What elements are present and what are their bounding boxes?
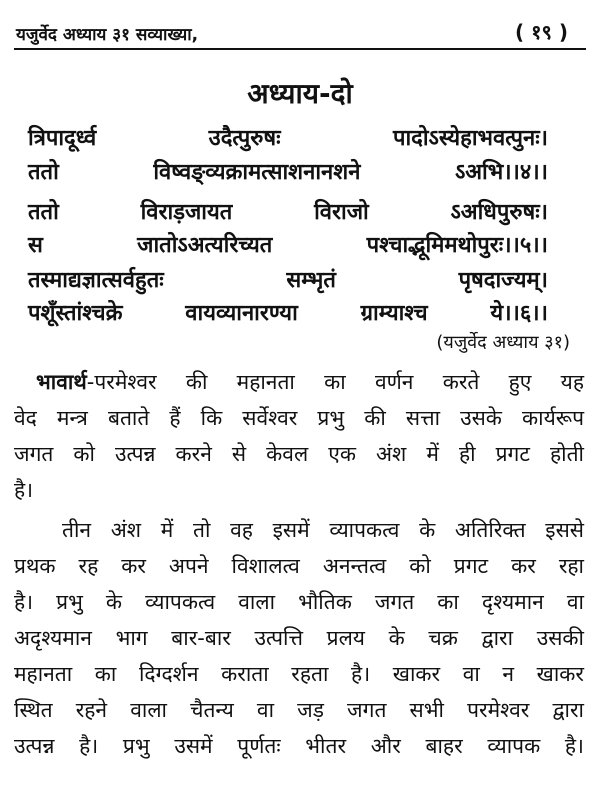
verse-line: ततो विराड़जायत विराजो ऽअधिपुरुषः। [28,200,548,225]
bhavarth-lead: भावार्थ [36,370,87,394]
paragraph-line: तीन अंश में तो वह इसमें व्यापकत्व के अतिरिक्त इससे [62,518,584,542]
paragraph-line: है। [14,478,34,502]
paragraph-text: -परमेश्वर की महानता का वर्णन करते हुए यह [86,370,584,394]
running-title: यजुर्वेद अध्याय ३१ सव्याख्या, [16,25,199,45]
verse-source: (यजुर्वेद अध्याय ३१) [436,332,570,353]
chapter-title: अध्याय-दो [247,77,353,110]
page-header [14,8,586,50]
verse-line: ततो विष्वङ्व्यक्रामत्साशनानशने ऽअभि।।४।। [28,160,548,185]
verse-line: स जातोऽअत्यरिच्यत पश्चाद्भूमिमथोपुरः।।५।। [28,233,548,258]
verse-line: पशूँस्तांश्चक्रे वायव्यानारण्या ग्राम्याश्च ये।।६।। [28,301,548,326]
verse-line: त्रिपादूर्ध्व उदैत्पुरुषः पादोऽस्येहाभवत्पुनः। [28,126,548,151]
paragraph-line: वेद मन्त्र बताते हैं कि सर्वेश्वर प्रभु की सत्ता उसके कार्यरूप [14,406,584,430]
paragraph-line [36,368,584,396]
paragraph-line: है। प्रभु के व्यापकत्व वाला भौतिक जगत का दृश्यमान वा [14,590,584,614]
paragraph-line: उत्पन्न है। प्रभु उसमें पूर्णतः भीतर और बाहर व्यापक है। [14,734,584,758]
paragraph-line: स्थित रहने वाला चैतन्य वा जड़ जगत सभी परमेश्वर द्वारा [14,698,584,722]
page-number: ( १९ ) [514,20,568,44]
paragraph-line: अदृश्यमान भाग बार-बार उत्पत्ति प्रलय के चक्र द्वारा उसकी [14,626,584,650]
paragraph-line: प्रथक रह कर अपने विशालत्व अनन्तत्व को प्रगट कर रहा [14,554,584,578]
paragraph-line: जगत को उत्पन्न करने से केवल एक अंश में ही प्रगट होती [14,442,584,466]
verse-line: तस्माद्यज्ञात्सर्वहुतः सम्भृतं पृषदाज्यम्। [28,268,548,293]
paragraph-line: महानता का दिग्दर्शन कराता रहता है। खाकर वा न खाकर [14,662,584,686]
